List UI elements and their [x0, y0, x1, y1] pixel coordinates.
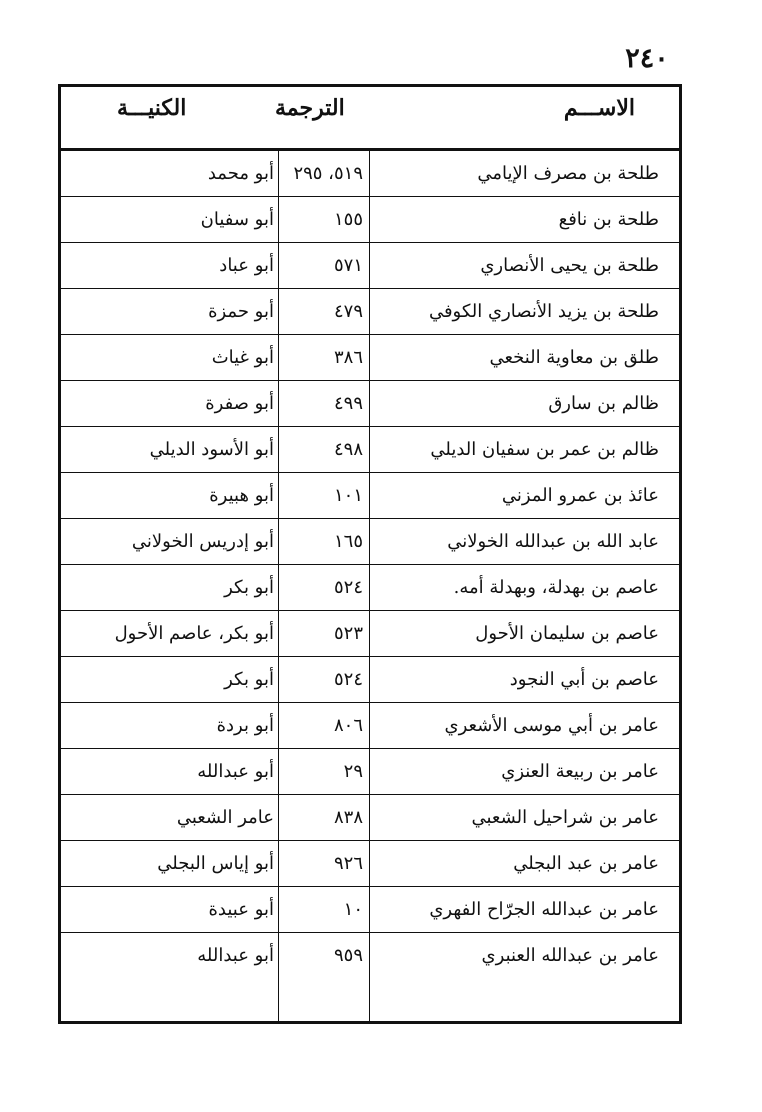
table-row [61, 657, 679, 703]
cell-name: عائذ بن عمرو المزني [501, 485, 659, 506]
table-row [61, 703, 679, 749]
table-row [61, 381, 679, 427]
table-header [61, 87, 679, 151]
cell-name: عامر بن أبي موسى الأشعري [444, 715, 659, 736]
cell-translation: ٩٥٩ [333, 945, 363, 966]
cell-name: عاصم بن سليمان الأحول [475, 623, 659, 644]
cell-kunya: أبو إياس البجلي [157, 853, 274, 874]
cell-kunya: أبو حمزة [208, 301, 274, 322]
table-row [61, 427, 679, 473]
cell-name: عامر بن عبد البجلي [513, 853, 659, 874]
table-row [61, 933, 679, 979]
cell-translation: ٥٢٣ [333, 623, 363, 644]
table-frame [58, 84, 682, 1024]
cell-translation: ٥٧١ [333, 255, 363, 276]
table-row [61, 519, 679, 565]
cell-kunya: أبو عباد [219, 255, 274, 276]
cell-translation: ٤٩٨ [333, 439, 363, 460]
table-row [61, 473, 679, 519]
cell-name: عامر بن شراحيل الشعبي [471, 807, 659, 828]
cell-translation: ١٠ [343, 899, 363, 920]
cell-translation: ١٥٥ [333, 209, 363, 230]
cell-kunya: أبو صفرة [205, 393, 274, 414]
cell-kunya: أبو بكر، عاصم الأحول [114, 623, 274, 644]
cell-name: طلحة بن نافع [558, 209, 659, 230]
cell-kunya: عامر الشعبي [176, 807, 274, 828]
cell-name: عامر بن ربيعة العنزي [501, 761, 659, 782]
cell-kunya: أبو عبيدة [208, 899, 274, 920]
table-row [61, 151, 679, 197]
table-row [61, 749, 679, 795]
table-row [61, 887, 679, 933]
table-row [61, 289, 679, 335]
cell-name: عابد الله بن عبدالله الخولاني [447, 531, 659, 552]
cell-kunya: أبو الأسود الديلي [149, 439, 274, 460]
table-row [61, 841, 679, 887]
cell-translation: ٥١٩، ٢٩٥ [293, 163, 363, 184]
cell-translation: ٢٩ [343, 761, 363, 782]
table-row [61, 611, 679, 657]
cell-name: طلحة بن يحيى الأنصاري [480, 255, 659, 276]
cell-translation: ٨٣٨ [333, 807, 363, 828]
cell-name: عاصم بن أبي النجود [509, 669, 659, 690]
cell-name: ظالم بن سارق [548, 393, 659, 414]
cell-name: عامر بن عبدالله العنبري [481, 945, 659, 966]
cell-kunya: أبو هبيرة [209, 485, 274, 506]
cell-kunya: أبو بكر [224, 577, 274, 598]
table-row [61, 335, 679, 381]
cell-kunya: أبو غياث [211, 347, 274, 368]
table-row [61, 565, 679, 611]
header-translation: الترجمة [275, 95, 345, 121]
table-row [61, 197, 679, 243]
cell-translation: ٤٩٩ [333, 393, 363, 414]
cell-translation: ١٠١ [333, 485, 363, 506]
table-row [61, 795, 679, 841]
cell-translation: ٥٢٤ [333, 669, 363, 690]
table-row [61, 243, 679, 289]
cell-translation: ١٦٥ [333, 531, 363, 552]
header-kunya: الكنيـــة [117, 95, 187, 121]
cell-name: طلحة بن مصرف الإيامي [477, 163, 659, 184]
cell-name: ظالم بن عمر بن سفيان الديلي [430, 439, 659, 460]
cell-translation: ٤٧٩ [333, 301, 363, 322]
cell-kunya: أبو عبدالله [197, 761, 274, 782]
cell-translation: ٥٢٤ [333, 577, 363, 598]
cell-name: طلق بن معاوية النخعي [489, 347, 659, 368]
header-name: الاســـم [563, 95, 635, 121]
cell-translation: ٨٠٦ [333, 715, 363, 736]
page-number: ٢٤٠ [625, 43, 669, 74]
cell-translation: ٩٢٦ [333, 853, 363, 874]
cell-kunya: أبو محمد [207, 163, 274, 184]
cell-translation: ٣٨٦ [333, 347, 363, 368]
cell-name: طلحة بن يزيد الأنصاري الكوفي [428, 301, 659, 322]
cell-kunya: أبو بردة [216, 715, 274, 736]
cell-name: عاصم بن بهدلة، وبهدلة أمه. [453, 577, 659, 598]
cell-kunya: أبو إدريس الخولاني [131, 531, 274, 552]
cell-kunya: أبو عبدالله [197, 945, 274, 966]
cell-kunya: أبو سفيان [200, 209, 274, 230]
cell-kunya: أبو بكر [224, 669, 274, 690]
cell-name: عامر بن عبدالله الجرّاح الفهري [429, 899, 659, 920]
